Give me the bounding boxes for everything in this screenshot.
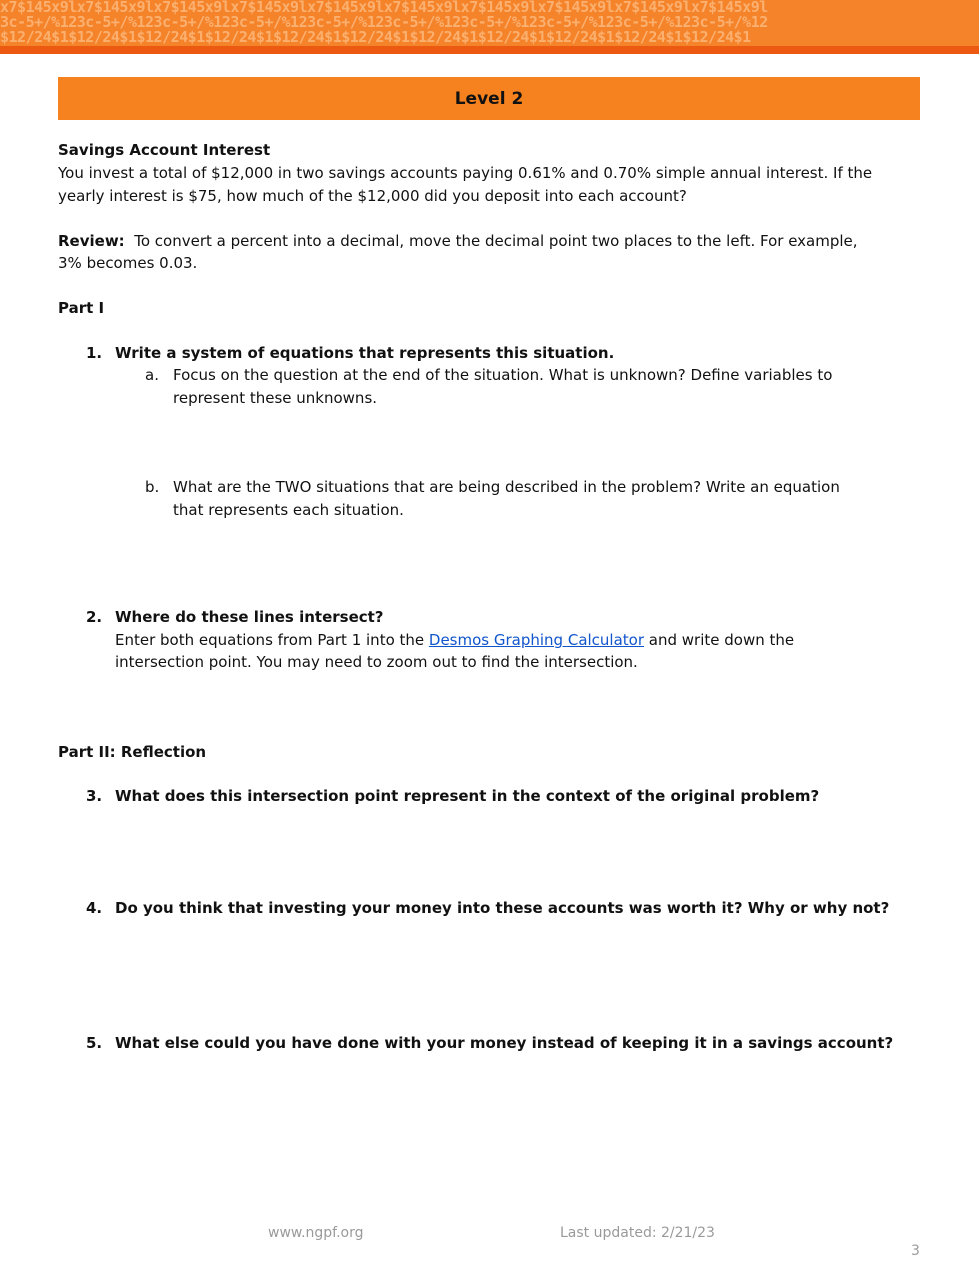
- problem-text-line: You invest a total of $12,000 in two savings accounts paying 0.61% and 0.70% simple annual interest. If the: [58, 164, 873, 182]
- part-2-heading: Part II: Reflection: [58, 743, 207, 761]
- question-2-text: Where do these lines intersect?: [115, 608, 384, 626]
- problem-text-line: yearly interest is $75, how much of the $12,000 did you deposit into each account?: [58, 187, 687, 205]
- review-label: Review:: [58, 232, 125, 250]
- part-1-heading: Part I: [58, 299, 105, 317]
- review-text: To convert a percent into a decimal, move the decimal point two places to the left. For example,: [134, 232, 858, 250]
- question-number: 3.: [86, 787, 103, 805]
- page-number: 3: [911, 1243, 920, 1259]
- header-banner: [0, 0, 979, 54]
- question-number: 5.: [86, 1034, 103, 1052]
- banner-pattern-row: $12/24$1$12/24$1$12/24$1$12/24$1$12/24$1$12/24$1$12/24$1$12/24$1$12/24$1$12/24$1$12/24$1: [0, 28, 751, 46]
- question-number: 2.: [86, 608, 103, 626]
- question-number: 4.: [86, 899, 103, 917]
- desmos-calculator-link[interactable]: Desmos Graphing Calculator: [428, 631, 645, 649]
- question-1-text: Write a system of equations that represents this situation.: [115, 344, 615, 362]
- question-2-body-pre: Enter both equations from Part 1 into the: [115, 631, 429, 649]
- review-line: [58, 230, 858, 253]
- subquestion-a-line: Focus on the question at the end of the situation. What is unknown? Define variables to: [173, 366, 833, 384]
- question-4-text: Do you think that investing your money into these accounts was worth it? Why or why not?: [115, 899, 890, 917]
- review-line: 3% becomes 0.03.: [58, 254, 198, 272]
- footer-website: www.ngpf.org: [268, 1225, 364, 1241]
- problem-title: Savings Account Interest: [58, 141, 271, 159]
- banner-pattern: [0, 0, 979, 44]
- banner-pattern-row: x7$145x9lx7$145x9lx7$145x9lx7$145x9lx7$145x9lx7$145x9lx7$145x9lx7$145x9lx7$145x9lx7$145x9l: [0, 0, 768, 16]
- question-2-body-line: intersection point. You may need to zoom out to find the intersection.: [115, 653, 638, 671]
- question-number: 1.: [86, 344, 103, 362]
- question-3-text: What does this intersection point represent in the context of the original problem?: [115, 787, 820, 805]
- level-title: Level 2: [58, 77, 920, 120]
- subquestion-b-line: that represents each situation.: [173, 501, 404, 519]
- subquestion-b-line: What are the TWO situations that are being described in the problem? Write an equation: [173, 478, 840, 496]
- banner-stripe: [0, 46, 979, 54]
- question-2-body-post: and write down the: [644, 631, 795, 649]
- banner-pattern-row: 3c-5+/%123c-5+/%123c-5+/%123c-5+/%123c-5+/%123c-5+/%123c-5+/%123c-5+/%123c-5+/%123c-5+/%12: [0, 13, 768, 31]
- question-5-text: What else could you have done with your money instead of keeping it in a savings account?: [115, 1034, 894, 1052]
- subquestion-a-line: represent these unknowns.: [173, 389, 378, 407]
- subquestion-letter: a.: [145, 366, 159, 384]
- subquestion-letter: b.: [145, 478, 160, 496]
- footer-last-updated: Last updated: 2/21/23: [560, 1225, 715, 1241]
- question-2-body-line: [115, 629, 794, 652]
